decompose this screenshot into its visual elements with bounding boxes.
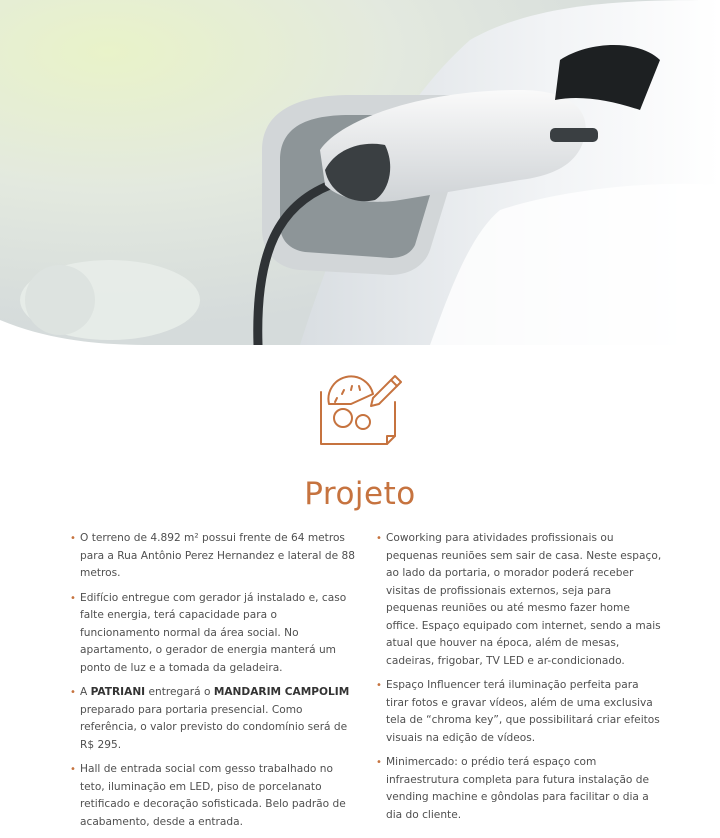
list-item [376, 754, 662, 824]
list-item [70, 761, 360, 831]
left-column [70, 530, 360, 838]
list-item-text-pre: A [80, 686, 91, 698]
hero-bottom-curve [0, 0, 720, 345]
right-column [376, 530, 662, 831]
brand-patriani: PATRIANI [90, 686, 146, 698]
project-drawing-icon [315, 368, 407, 448]
bullet-icon: • [70, 687, 76, 698]
hero-image [0, 0, 720, 345]
list-item-text: Minimercado: o prédio terá espaço com infraestrutura completa para futura instalação de vending machine e gôndolas para facilitar o dia a dia do cliente. [386, 756, 650, 821]
bullet-icon: • [70, 764, 76, 775]
bullet-icon: • [70, 533, 76, 544]
list-item [376, 677, 662, 747]
list-item-text: O terreno de 4.892 m² possui frente de 64 metros para a Rua Antônio Perez Hernandez e lateral de 88 metros. [80, 532, 355, 579]
list-item [70, 530, 360, 583]
list-item-text-post: preparado para portaria presencial. Como referência, o valor previsto do condomínio será de R$ 295. [80, 703, 348, 751]
section-title: Projeto [304, 476, 416, 512]
bullet-icon: • [70, 592, 76, 604]
brand-mandarim-campolim: MANDARIM CAMPOLIM [213, 686, 350, 698]
list-item [376, 530, 662, 670]
list-item-text: Hall de entrada social com gesso trabalhado no teto, iluminação em LED, piso de porcelanato retificado e decoração sofisticada. Belo padrão de acabamento, desde a entrada. [80, 763, 346, 828]
list-item-text: Edifício entregue com gerador já instalado e, caso falte energia, terá capacidade para o funcionamento normal da área social. No apartamento, o gerador de energia manterá um ponto de luz e a tomada da geladeira. [80, 591, 347, 674]
list-item [70, 590, 360, 678]
list-item [70, 684, 360, 754]
list-item-text-mid: entregará o [145, 686, 214, 698]
bullet-icon: • [376, 757, 382, 768]
list-item-text: Espaço Influencer terá iluminação perfeita para tirar fotos e gravar vídeos, além de uma exclusiva tela de “chroma key”, que possibilitará criar efeitos visuais na edição de vídeos. [386, 679, 660, 744]
bullet-icon: • [376, 533, 382, 544]
bullet-icon: • [376, 680, 382, 691]
list-item-text: Coworking para atividades profissionais ou pequenas reuniões sem sair de casa. Neste espaço, ao lado da portaria, o morador poderá receber visitas de profissionais externos, seja para pequenas reuniões ou até mesmo fazer home office. Espaço equipado com internet, sendo a mais atual que houver na época, além de mesas, cadeiras, frigobar, TV LED e ar-condicionado. [386, 532, 662, 667]
